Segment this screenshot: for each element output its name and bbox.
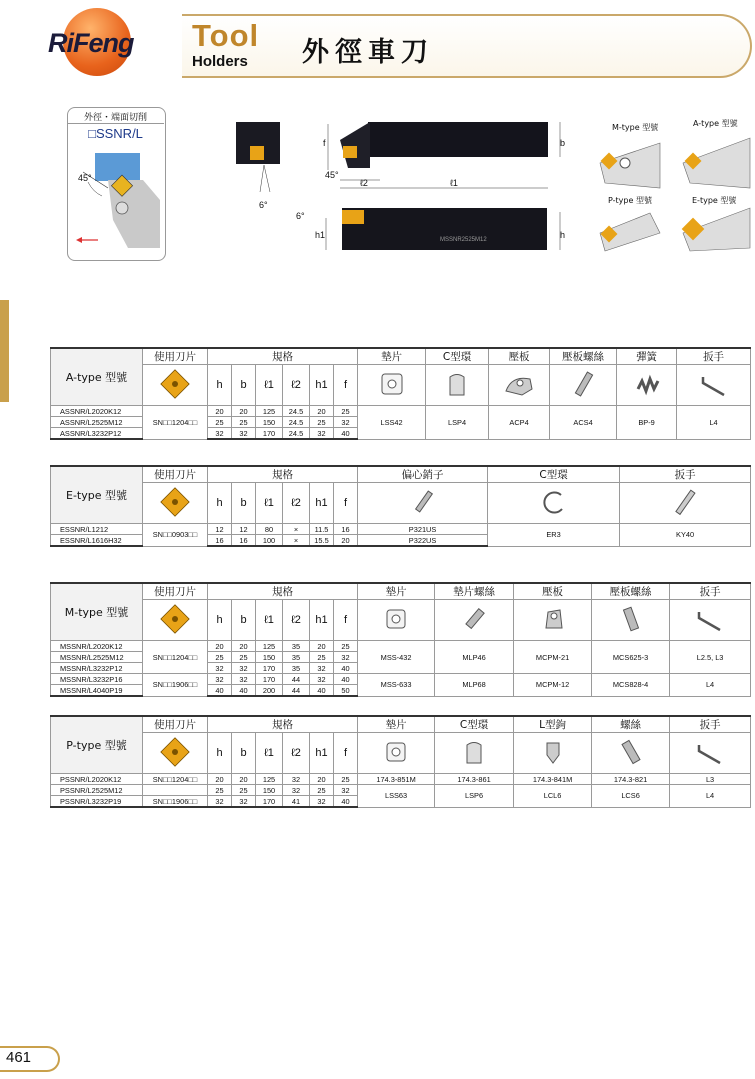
dim-cell: 25 [310,652,334,663]
part-header: 扳手 [670,583,751,600]
dim-h: h [560,230,566,240]
dim-cell: 20 [232,406,256,417]
dim-cell: 100 [256,535,283,547]
insert-code: SN□□1204□□ [143,406,208,440]
part-value: L4 [677,406,751,440]
p-type-caption: P-type 型號 [608,196,652,205]
dim-cell: 125 [256,406,283,417]
spec-header: 規格 [208,466,358,483]
a-type-caption: A-type 型號 [693,119,738,128]
shim-screw-icon [435,600,514,641]
card-subtitle: 外徑・端面切削 [83,113,147,123]
model-cell: PSSNR/L3232P19 [51,796,143,808]
dim-cell: 20 [208,641,232,652]
part-value: L4 [670,785,751,808]
dim-cell: 32 [310,428,334,440]
part-header: 墊片 [358,583,435,600]
part-header: C型環 [426,348,489,365]
table-m-type [50,582,751,697]
insert-code [143,785,208,796]
dim-cell: 32 [310,663,334,674]
dim-header: ℓ2 [283,365,310,406]
dim-cell: 40 [232,685,256,697]
card-angle: 45° [78,173,92,183]
dim-cell: 150 [256,785,283,796]
model-cell: ASSNR/L2525M12 [51,417,143,428]
dim-header: f [334,733,358,774]
dim-cell: 12 [232,524,256,535]
dim-cell: 24.5 [283,428,310,440]
dim-cell: 32 [334,652,358,663]
dim-angle-6-front: 6° [259,200,268,210]
spec-header: 規格 [208,716,358,733]
dim-cell: 24.5 [283,406,310,417]
part-value: 174.3-851M [358,774,435,785]
dim-cell: 32 [310,674,334,685]
dim-cell: 125 [256,641,283,652]
dim-cell: 20 [232,641,256,652]
part-header: 偏心銷子 [358,466,488,483]
dim-header: ℓ1 [256,483,283,524]
dim-cell: 16 [208,535,232,547]
part-value: MCS625-3 [592,641,670,674]
part-value: P322US [358,535,488,547]
part-value: ER3 [488,524,620,547]
part-value: 174.3-821 [592,774,670,785]
dim-cell: 20 [310,641,334,652]
part-value: MLP68 [435,674,514,697]
model-cell: ESSNR/L1616H32 [51,535,143,547]
dim-header: ℓ2 [283,483,310,524]
part-value: KY40 [620,524,751,547]
part-value: MSS-432 [358,641,435,674]
part-value: LSS63 [358,785,435,808]
type-label: M-type 型號 [51,583,143,641]
insert-code: SN□□1204□□ [143,641,208,674]
insert-code: SN□□1906□□ [143,674,208,697]
model-cell: MSSNR/L3232P16 [51,674,143,685]
spec-header: 規格 [208,348,358,365]
spring-icon [617,365,677,406]
wrench-icon [670,600,751,641]
dim-cell: 170 [256,428,283,440]
dim-cell: 32 [208,663,232,674]
dim-cell: 44 [283,685,310,697]
part-value: LSS42 [358,406,426,440]
part-value: ACP4 [489,406,550,440]
insert-code: SN□□1204□□ [143,774,208,785]
type-thumbnails [595,133,755,253]
dim-cell: 25 [334,641,358,652]
dim-cell: 25 [208,417,232,428]
part-header: 扳手 [670,716,751,733]
table-p-type [50,715,751,808]
dim-header: f [334,600,358,641]
dim-cell: 25 [208,652,232,663]
model-cell: PSSNR/L2525M12 [51,785,143,796]
wrench-icon [670,733,751,774]
insert-icon [143,483,208,524]
dim-header: h [208,483,232,524]
dim-cell: 125 [256,774,283,785]
dim-header: b [232,733,256,774]
dim-cell: 20 [310,774,334,785]
dim-header: b [232,365,256,406]
insert-header: 使用刀片 [143,583,208,600]
dim-cell: 11.5 [310,524,334,535]
dim-f: f [323,138,326,148]
part-header: 彈簧 [617,348,677,365]
insert-icon [143,365,208,406]
part-value: LSP6 [435,785,514,808]
dim-header: h1 [310,600,334,641]
dim-cell: 35 [283,663,310,674]
dim-cell: 35 [283,641,310,652]
part-header: 壓板螺絲 [592,583,670,600]
dim-cell: 25 [310,785,334,796]
c-ring-icon [488,483,620,524]
dim-header: ℓ1 [256,600,283,641]
section-tab [0,300,9,402]
dim-header: ℓ2 [283,600,310,641]
model-cell: MSSNR/L2525M12 [51,652,143,663]
part-value: MCPM-12 [514,674,592,697]
dim-b: b [560,138,566,148]
card-code: □SSNR/L [67,123,164,141]
part-header: 墊片 [358,716,435,733]
part-value: MLP46 [435,641,514,674]
insert-header: 使用刀片 [143,348,208,365]
dim-cell: 32 [232,796,256,808]
screw-icon [592,733,670,774]
dim-cell: 40 [334,796,358,808]
l-hook-icon [514,733,592,774]
part-header: 壓板 [514,583,592,600]
dim-l1: ℓ1 [450,178,458,188]
type-label: E-type 型號 [51,466,143,524]
clamp-screw-icon [592,600,670,641]
spec-header: 規格 [208,583,358,600]
dim-cell: 20 [232,774,256,785]
dim-cell: 32 [310,796,334,808]
part-value: MSS-633 [358,674,435,697]
dim-header: h1 [310,733,334,774]
model-cell: ASSNR/L3232P12 [51,428,143,440]
tool-drawing [230,110,585,260]
dim-cell: 32 [232,428,256,440]
dim-header: f [334,483,358,524]
dim-cell: 170 [256,663,283,674]
part-value: L3 [670,774,751,785]
dim-header: ℓ1 [256,365,283,406]
dim-header: b [232,600,256,641]
dim-cell: 15.5 [310,535,334,547]
part-value: ACS4 [550,406,617,440]
dim-cell: 40 [208,685,232,697]
insert-code: SN□□0903□□ [143,524,208,547]
page-title: 外徑車刀 [302,37,434,68]
dim-cell: 24.5 [283,417,310,428]
part-value: P321US [358,524,488,535]
table-e-type [50,465,751,547]
model-cell: PSSNR/L2020K12 [51,774,143,785]
dim-angle-45: 45° [325,170,339,180]
dim-cell: 41 [283,796,310,808]
c-ring-icon [435,733,514,774]
dim-cell: 25 [232,417,256,428]
part-value: LSP4 [426,406,489,440]
dim-cell: 80 [256,524,283,535]
shim-icon [358,600,435,641]
dim-h1: h1 [315,230,326,240]
model-cell: MSSNR/L4040P19 [51,685,143,697]
part-value: L4 [670,674,751,697]
part-header: 壓板 [489,348,550,365]
model-cell: MSSNR/L2020K12 [51,641,143,652]
model-cell: ESSNR/L1212 [51,524,143,535]
table-a-type [50,347,751,440]
part-value: LCL6 [514,785,592,808]
e-type-caption: E-type 型號 [692,196,737,205]
dim-header: ℓ2 [283,733,310,774]
dim-cell: 40 [334,674,358,685]
dim-cell: 25 [232,652,256,663]
part-value: 174.3-841M [514,774,592,785]
dim-header: h [208,365,232,406]
insert-code: SN□□1906□□ [143,796,208,808]
dim-cell: 150 [256,652,283,663]
dim-cell: 32 [208,674,232,685]
dim-header: f [334,365,358,406]
dim-cell: 200 [256,685,283,697]
dim-header: b [232,483,256,524]
header-band [182,14,752,78]
part-header: 扳手 [677,348,751,365]
insert-header: 使用刀片 [143,716,208,733]
page-number: 461 [6,1049,32,1066]
dim-cell: 32 [232,674,256,685]
dim-cell: × [283,535,310,547]
c-ring-icon [426,365,489,406]
model-cell: MSSNR/L3232P12 [51,663,143,674]
engraving: MSSNR2525M12 [440,237,487,243]
dim-cell: 50 [334,685,358,697]
dim-cell: 32 [208,428,232,440]
dim-cell: 44 [283,674,310,685]
part-value: BP-9 [617,406,677,440]
part-header: L型鉤 [514,716,592,733]
dim-cell: 20 [310,406,334,417]
part-header: 墊片 [358,348,426,365]
dim-cell: 25 [334,406,358,417]
part-header: 壓板螺絲 [550,348,617,365]
dim-cell: 40 [334,663,358,674]
dim-header: h1 [310,365,334,406]
dim-cell: 12 [208,524,232,535]
part-header: 墊片螺絲 [435,583,514,600]
dim-cell: 25 [232,785,256,796]
dim-angle-6-side: 6° [296,211,305,221]
dim-cell: 16 [232,535,256,547]
dim-header: h [208,733,232,774]
dim-l2: ℓ2 [360,178,368,188]
clamp-icon [489,365,550,406]
part-value: MCS828-4 [592,674,670,697]
dim-header: h [208,600,232,641]
insert-header: 使用刀片 [143,466,208,483]
part-value: LCS6 [592,785,670,808]
type-label: P-type 型號 [51,716,143,774]
part-header: C型環 [435,716,514,733]
dim-cell: 32 [232,663,256,674]
dim-cell: 32 [334,785,358,796]
dim-cell: 170 [256,796,283,808]
part-value: L2.5, L3 [670,641,751,674]
part-value: 174.3-861 [435,774,514,785]
holders-heading: Holders [192,53,248,70]
tool-heading: Tool [192,18,260,53]
m-type-caption: M-type 型號 [612,123,659,132]
part-header: 扳手 [620,466,751,483]
part-header: C型環 [488,466,620,483]
brand-logo: RiFeng [48,28,134,58]
dim-cell: 170 [256,674,283,685]
dim-cell: 20 [208,406,232,417]
part-value: MCPM-21 [514,641,592,674]
clamp-screw-icon [550,365,617,406]
card-illustration [68,140,163,258]
dim-cell: 25 [208,785,232,796]
dim-header: h1 [310,483,334,524]
dim-cell: 20 [208,774,232,785]
dim-cell: 25 [334,774,358,785]
shim-icon [358,733,435,774]
type-label: A-type 型號 [51,348,143,406]
dim-cell: 32 [208,796,232,808]
dim-header: ℓ1 [256,733,283,774]
dim-cell: 32 [283,785,310,796]
part-header: 螺絲 [592,716,670,733]
shim-icon [358,365,426,406]
dim-cell: 32 [283,774,310,785]
model-cell: ASSNR/L2020K12 [51,406,143,417]
clamp-icon [514,600,592,641]
dim-cell: 20 [334,535,358,547]
insert-icon [143,600,208,641]
dim-cell: 150 [256,417,283,428]
dim-cell: 16 [334,524,358,535]
eccentric-pin-icon [358,483,488,524]
dim-cell: 40 [334,428,358,440]
dim-cell: 32 [334,417,358,428]
dim-cell: × [283,524,310,535]
dim-cell: 25 [310,417,334,428]
dim-cell: 35 [283,652,310,663]
dim-cell: 40 [310,685,334,697]
wrench-icon [620,483,751,524]
wrench-icon [677,365,751,406]
insert-icon [143,733,208,774]
